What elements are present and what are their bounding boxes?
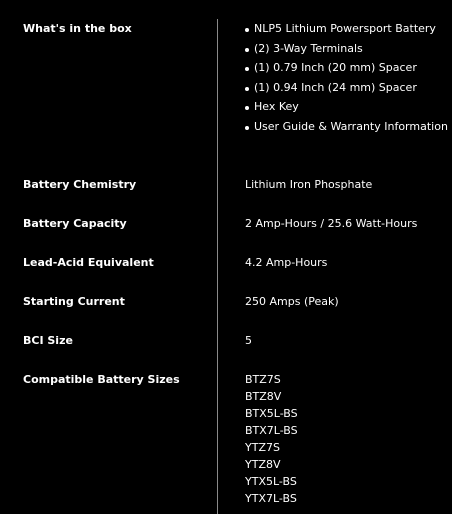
- list-item-text: (2) 3-Way Terminals: [254, 41, 363, 55]
- list-item-text: (1) 0.79 Inch (20 mm) Spacer: [254, 61, 417, 74]
- list-item: YTX5L-BS: [245, 475, 297, 488]
- bullet-icon: [245, 67, 249, 71]
- bullet-icon: [245, 48, 249, 52]
- column-divider: [217, 19, 218, 514]
- list-item: [245, 119, 448, 139]
- list-item-text: User Guide & Warranty Information: [254, 119, 448, 133]
- whats-in-box-list: [245, 21, 448, 138]
- list-item: [245, 99, 448, 119]
- bullet-icon: [245, 126, 249, 130]
- list-item-text: (1) 0.94 Inch (24 mm) Spacer: [254, 80, 417, 94]
- lead-acid-equivalent-label: Lead-Acid Equivalent: [23, 256, 154, 269]
- battery-chemistry-value: Lithium Iron Phosphate: [245, 178, 373, 191]
- list-item-text: Hex Key: [254, 100, 299, 113]
- lead-acid-equivalent-value: 4.2 Amp-Hours: [245, 256, 328, 269]
- battery-capacity-label: Battery Capacity: [23, 217, 127, 230]
- list-item: YTZ7S: [245, 441, 280, 454]
- compatible-sizes-label: Compatible Battery Sizes: [23, 373, 180, 386]
- list-item: [245, 41, 448, 61]
- list-item: BTZ7S: [245, 373, 281, 386]
- list-item: BTX5L-BS: [245, 407, 298, 420]
- list-item-text: NLP5 Lithium Powersport Battery: [254, 22, 436, 35]
- bullet-icon: [245, 106, 249, 110]
- list-item: YTZ8V: [245, 458, 281, 471]
- starting-current-label: Starting Current: [23, 295, 125, 308]
- compatible-sizes-list: [245, 372, 298, 508]
- battery-chemistry-label: Battery Chemistry: [23, 178, 137, 191]
- starting-current-value: 250 Amps (Peak): [245, 295, 339, 308]
- list-item: YTX7L-BS: [245, 492, 297, 505]
- whats-in-box-label: What's in the box: [23, 22, 132, 35]
- list-item: BTZ8V: [245, 390, 282, 403]
- bci-size-value: 5: [245, 334, 252, 347]
- list-item: [245, 80, 448, 100]
- battery-capacity-value: 2 Amp-Hours / 25.6 Watt-Hours: [245, 217, 418, 230]
- bullet-icon: [245, 28, 249, 32]
- list-item: [245, 21, 448, 41]
- bci-size-label: BCI Size: [23, 334, 73, 347]
- list-item: BTX7L-BS: [245, 424, 298, 437]
- bullet-icon: [245, 87, 249, 91]
- list-item: [245, 60, 448, 80]
